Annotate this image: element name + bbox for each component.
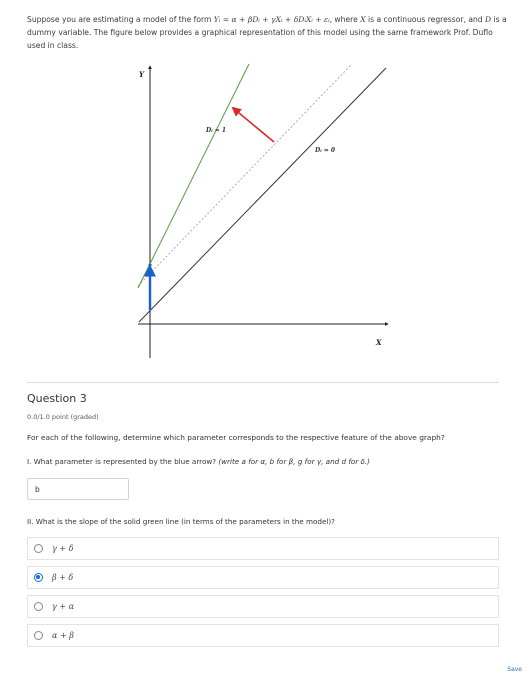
intro-tail: is a dummy variable. The figure below provides a graphical representation of this model using the same framework Prof. Duflo used in class. <box>27 15 507 50</box>
radio-button[interactable] <box>34 602 43 611</box>
line-d0-label: Dᵢ = 0 <box>315 147 336 154</box>
section-divider <box>27 382 499 383</box>
option-beta-plus-delta[interactable] <box>27 566 499 589</box>
question-instructions: For each of the following, determine which parameter corresponds to the respective feature of the above graph? <box>27 433 445 442</box>
option-label: α + β <box>52 631 74 640</box>
intro-paragraph <box>27 13 507 52</box>
var-x: X <box>360 15 366 24</box>
part2-prompt: II. What is the slope of the solid green line (in terms of the parameters in the model)? <box>27 517 335 526</box>
red-arrow <box>233 108 274 142</box>
intro-mid: , where <box>329 15 361 24</box>
option-gamma-plus-alpha[interactable] <box>27 595 499 618</box>
line-d1 <box>138 64 249 288</box>
option-label: γ + δ <box>52 544 74 553</box>
option-alpha-plus-beta[interactable] <box>27 624 499 647</box>
option-label: γ + α <box>52 602 74 611</box>
option-label: β + δ <box>52 573 74 582</box>
radio-button-selected[interactable] <box>34 573 43 582</box>
question-points: 0.0/1.0 point (graded) <box>27 413 99 421</box>
part1-answer-input[interactable] <box>27 478 129 500</box>
line-d1-label: Dᵢ = 1 <box>206 127 227 134</box>
y-axis-label: Y <box>139 70 144 79</box>
var-d: D <box>485 15 492 24</box>
intercept-point <box>148 263 151 266</box>
part1-text: I. What parameter is represented by the blue arrow? <box>27 457 219 466</box>
dashed-line <box>138 64 352 286</box>
model-formula: Yᵢ = α + βDᵢ + γXᵢ + δDᵢXᵢ + εᵢ <box>213 15 330 24</box>
part1-prompt <box>27 457 370 466</box>
model-figure <box>130 58 390 358</box>
save-button[interactable]: Save <box>507 666 522 673</box>
part1-hint: (write a for α, b for β, g for γ, and d for δ.) <box>218 457 370 466</box>
radio-button[interactable] <box>34 544 43 553</box>
x-axis-label: X <box>376 338 382 347</box>
intro-mid2: is a continuous regressor, and <box>365 15 486 24</box>
intro-lead: Suppose you are estimating a model of the form <box>27 15 214 24</box>
radio-button[interactable] <box>34 631 43 640</box>
line-d0 <box>139 68 386 322</box>
option-gamma-plus-delta[interactable] <box>27 537 499 560</box>
question-title: Question 3 <box>27 392 87 405</box>
